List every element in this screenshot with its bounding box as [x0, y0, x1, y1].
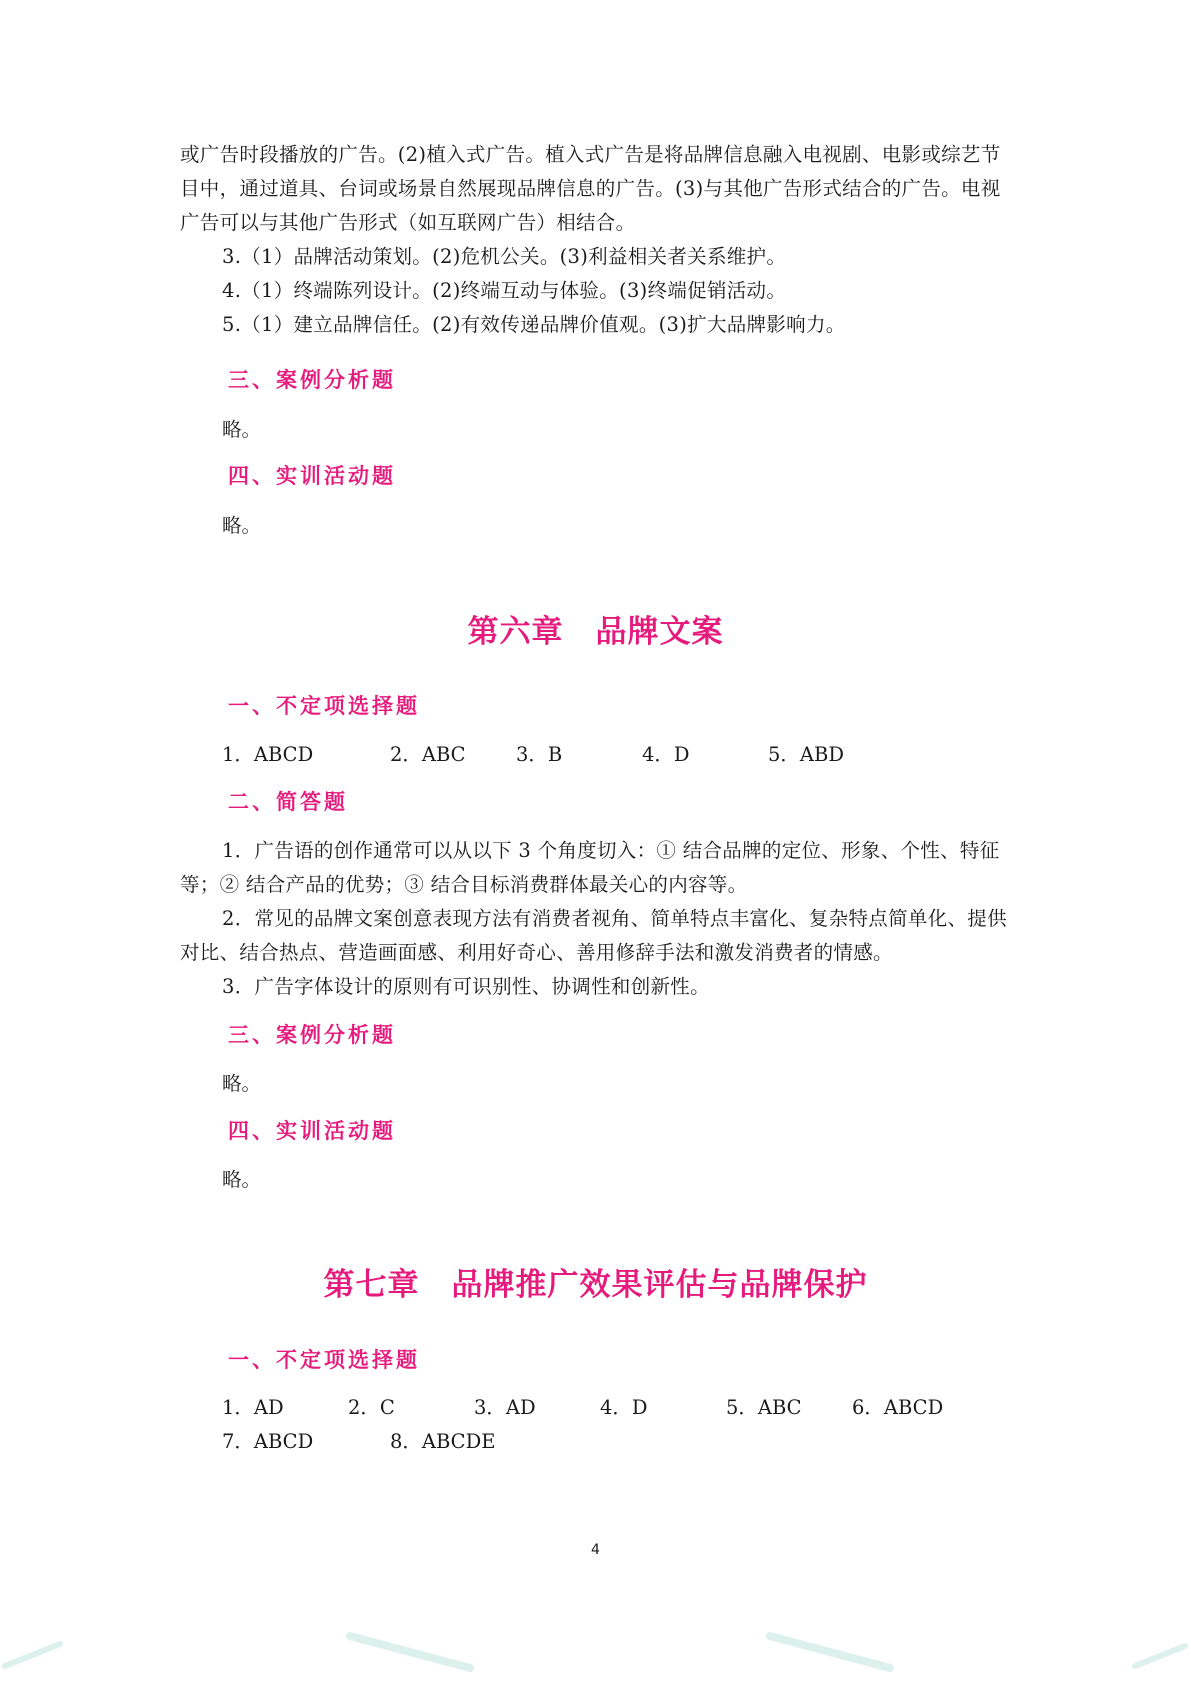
answer-item: 6．ABCD [852, 1396, 944, 1419]
chapter-title: 第六章 品牌文案 [467, 614, 724, 650]
body-paragraph: 5.（1）建立品牌信任。(2)有效传递品牌价值观。(3)扩大品牌影响力。 [222, 313, 846, 336]
section-heading-practice: 四、实训活动题 [228, 464, 396, 488]
omitted-answer: 略。 [222, 418, 262, 441]
section-heading-choice: 一、不定项选择题 [228, 1348, 420, 1372]
watermark-logo [0, 1636, 70, 1676]
answer-item: 4．D [642, 743, 690, 766]
section-heading-case: 三、案例分析题 [228, 368, 396, 392]
section-heading-practice: 四、实训活动题 [228, 1119, 396, 1143]
page-number: 4 [591, 1542, 600, 1558]
watermark-logo [1130, 1636, 1190, 1676]
section-heading-choice: 一、不定项选择题 [228, 694, 420, 718]
answer-item: 1．ABCD [222, 743, 314, 766]
omitted-answer: 略。 [222, 1168, 262, 1191]
answer-row [222, 1392, 1022, 1426]
answer-item: 5．ABC [726, 1396, 802, 1419]
answer-item: 3．B [516, 743, 563, 766]
answer-item: 3．AD [474, 1396, 536, 1419]
answer-row [222, 739, 1022, 773]
answer-item: 4．D [600, 1396, 648, 1419]
body-paragraph: 3．广告字体设计的原则有可识别性、协调性和创新性。 [222, 975, 710, 998]
answer-item: 5．ABD [768, 743, 844, 766]
answer-item: 2．C [348, 1396, 395, 1419]
body-paragraph: 3.（1）品牌活动策划。(2)危机公关。(3)利益相关者关系维护。 [222, 245, 787, 268]
watermark-logo [340, 1626, 480, 1676]
answer-row [222, 1426, 1022, 1460]
watermark-logo [760, 1626, 900, 1676]
omitted-answer: 略。 [222, 514, 262, 537]
answer-item: 8．ABCDE [390, 1430, 496, 1453]
chapter-title: 第七章 品牌推广效果评估与品牌保护 [323, 1267, 868, 1303]
section-heading-case: 三、案例分析题 [228, 1023, 396, 1047]
omitted-answer: 略。 [222, 1072, 262, 1095]
section-heading-short: 二、简答题 [228, 790, 348, 814]
answer-item: 2．ABC [390, 743, 466, 766]
body-paragraph: 2．常见的品牌文案创意表现方法有消费者视角、简单特点丰富化、复杂特点简单化、提供对比、结合热点、营造画面感、利用好奇心、善用修辞手法和激发消费者的情感。 [180, 907, 1007, 964]
body-paragraph: 4.（1）终端陈列设计。(2)终端互动与体验。(3)终端促销活动。 [222, 279, 787, 302]
body-paragraph: 1．广告语的创作通常可以从以下 3 个角度切入：① 结合品牌的定位、形象、个性、特征等；② 结合产品的优势；③ 结合目标消费群体最关心的内容等。 [180, 839, 1000, 896]
body-paragraph: 或广告时段播放的广告。(2)植入式广告。植入式广告是将品牌信息融入电视剧、电影或综艺节目中，通过道具、台词或场景自然展现品牌信息的广告。(3)与其他广告形式结合的广告。电视广告可以与其他广告形式（如互联网广告）相结合。 [180, 143, 1001, 234]
answer-item: 1．AD [222, 1396, 284, 1419]
answer-item: 7．ABCD [222, 1430, 314, 1453]
